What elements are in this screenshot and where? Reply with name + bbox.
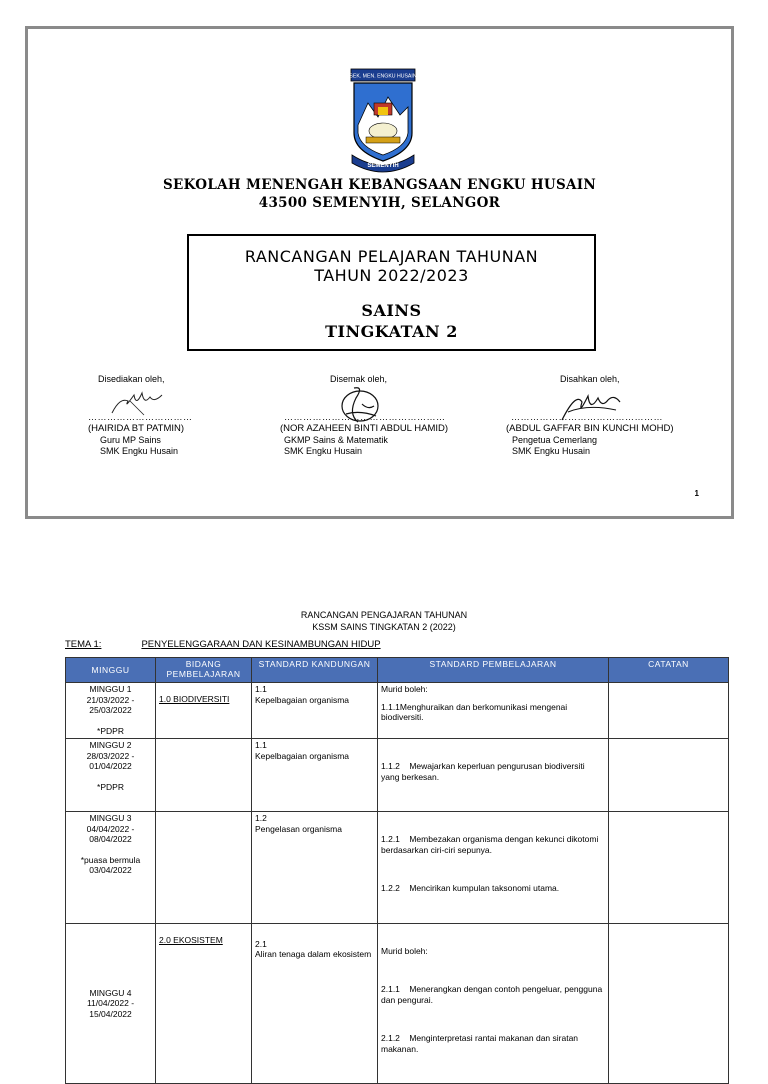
sp-item: 1.1.2 Mewajarkan keperluan pengurusan biodiversiti yang berkesan. [381,761,588,782]
logo-banner-text: SEK. MEN. ENGKU HUSAIN [349,73,417,80]
tema-label: TEMA 1: [65,639,102,650]
catatan-cell [609,739,729,812]
logo-motto-text: SEMENYIH [367,163,399,169]
signatory-name: (ABDUL GAFFAR BIN KUNCHI MOHD) [506,423,674,434]
sk-code: 1.2 [255,813,267,823]
sp-intro: Murid boleh: [381,945,428,956]
bidang-label: 2.0 EKOSISTEM [159,934,223,945]
signatory-school: SMK Engku Husain [512,446,591,456]
sp-item: 2.1.2 Menginterpretasi rantai makanan dan siratan makanan. [381,1033,581,1054]
week-cell [66,739,156,812]
column-header-catatan: CATATAN [609,658,729,683]
title-line-1: RANCANGAN PELAJARAN TAHUNAN [244,247,539,266]
signatory-heading: Disemak oleh, [330,374,388,384]
sp-item: 2.1.1 Menerangkan dengan contoh pengeluar, pengguna dan pengurai. [381,984,605,1005]
catatan-cell [609,923,729,1084]
week-dates: 04/04/2022 - 08/04/2022 [86,823,135,844]
plan-heading-2: KSSM SAINS TINGKATAN 2 (2022) [312,622,456,632]
week-label: MINGGU 1 [89,684,132,694]
signatory-school: SMK Engku Husain [284,446,363,456]
table-row [66,812,729,924]
standard-pembelajaran-cell [378,812,609,924]
week-dates: 11/04/2022 - 15/04/2022 [86,998,135,1019]
sk-code: 2.1 [255,938,267,949]
tema-heading [65,639,381,650]
sp-item: 1.2.2 Mencirikan kumpulan taksonomi utama. [381,883,560,893]
week-dates: 28/03/2022 - 01/04/2022 [86,750,135,771]
table-row [66,739,729,812]
standard-pembelajaran-cell [378,683,609,739]
sp-item: 1.2.1 Membezakan organisma dengan kekunci dikotomi berdasarkan ciri-ciri sepunya. [381,834,601,855]
sk-title: Pengelasan organisma [255,823,342,834]
signature-line: ………………………………………… [511,412,663,422]
signatory-school: SMK Engku Husain [100,446,179,456]
signatory-heading: Disahkan oleh, [560,374,620,384]
form-title: TINGKATAN 2 [325,322,458,341]
standard-kandungan-cell [252,683,378,739]
sk-code: 1.1 [255,740,267,750]
signatory-name: (NOR AZAHEEN BINTI ABDUL HAMID) [280,423,449,434]
sp-intro: Murid boleh: [381,684,428,694]
table-row [66,683,729,739]
column-header-standard-kandungan: STANDARD KANDUNGAN [252,658,378,683]
catatan-cell [609,683,729,739]
signatory-role: Guru MP Sains [100,435,161,445]
title-line-2: TAHUN 2022/2023 [314,266,469,285]
title-box [187,234,596,351]
plan-heading-1: RANCANGAN PENGAJARAN TAHUNAN [300,610,468,620]
column-header-bidang: BIDANG PEMBELAJARAN [156,658,252,683]
standard-kandungan-cell [252,923,378,1084]
school-crest-logo [348,67,418,175]
signature-line: …………………………………………… [284,412,446,422]
sk-title: Kepelbagaian organisma [255,694,350,705]
signatory-role: Pengetua Cemerlang [512,435,598,445]
bidang-label: 1.0 BIODIVERSITI [159,694,230,704]
week-dates: 21/03/2022 - 25/03/2022 [86,694,135,715]
week-cell [66,923,156,1084]
column-header-minggu: MINGGU [66,658,156,683]
bidang-cell [156,683,252,739]
standard-pembelajaran-cell [378,739,609,812]
bidang-cell [156,923,252,1084]
table-header-row [66,658,729,683]
week-label: MINGGU 4 [89,987,132,998]
catatan-cell [609,812,729,924]
week-note: *PDPR [97,781,124,792]
signatory-name: (HAIRIDA BT PATMIN) [88,423,185,434]
column-header-standard-pembelajaran: STANDARD PEMBELAJARAN [378,658,609,683]
signature-line: …………………………… [88,412,193,422]
yearly-plan-table [65,657,729,1084]
signatory-role: GKMP Sains & Matematik [284,435,388,445]
standard-pembelajaran-cell [378,923,609,1084]
bidang-cell [156,812,252,924]
week-note: *puasa bermula 03/04/2022 [80,854,141,875]
week-label: MINGGU 2 [89,740,132,750]
week-cell [66,683,156,739]
sk-title: Kepelbagaian organisma [255,750,350,761]
table-row [66,923,729,1084]
week-note: *PDPR [97,725,124,736]
sk-title: Aliran tenaga dalam ekosistem [255,949,372,959]
signatory-heading: Disediakan oleh, [98,374,165,384]
bidang-cell [156,739,252,812]
school-name: SEKOLAH MENENGAH KEBANGSAAN ENGKU HUSAIN [162,177,597,193]
page-number: 1 [694,489,699,498]
sp-item: 1.1.1Menghuraikan dan berkomunikasi mengenai biodiversiti. [381,701,568,722]
cover-page [25,26,734,519]
sk-code: 1.1 [255,684,267,694]
school-address: 43500 SEMENYIH, SELANGOR [258,195,501,211]
subject-title: SAINS [361,301,422,320]
standard-kandungan-cell [252,812,378,924]
week-cell [66,812,156,924]
week-label: MINGGU 3 [89,813,132,823]
tema-title: PENYELENGGARAAN DAN KESINAMBUNGAN HIDUP [141,639,381,650]
standard-kandungan-cell [252,739,378,812]
